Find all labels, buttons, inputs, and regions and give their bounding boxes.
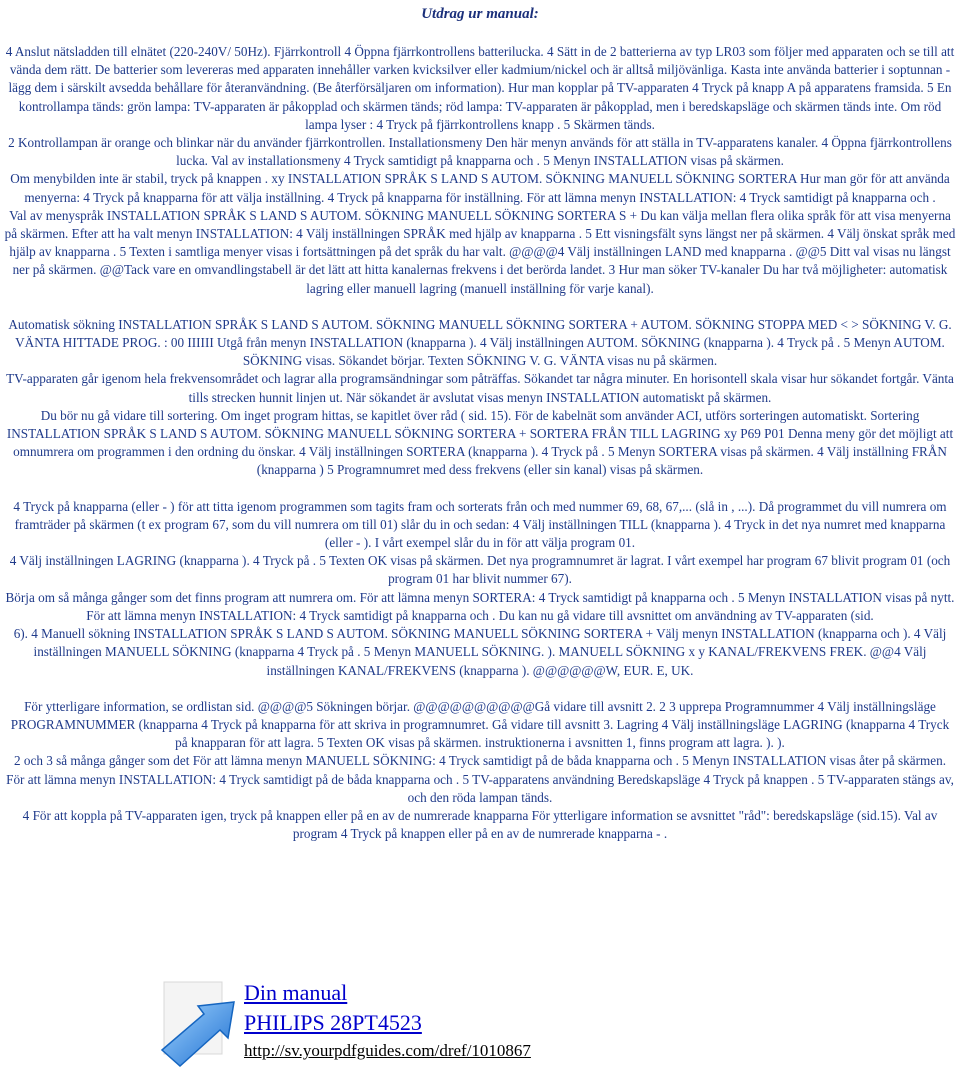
paragraph: Val av menyspråk INSTALLATION SPRÅK S LAND S AUTOM. SÖKNING MANUELL SÖKNING SORTERA S + Du kan välja mellan flera olika språk för att visa menyerna på skärmen. Efter att ha valt menyn INSTALLATION: 4 Välj inställningen SPRÅK med hjälp av knapparna . 5 Ett visningsfält syns längst ner på skärmen. 4 Välj önskat språk med hjälp av knapparna . 5 Texten i samtliga menyer visas i fortsättningen på det språk du har valt. @@@@4 Välj inställningen LAND med knapparna . @@5 Ditt val visas nu längst ner på skärmen. @@Tack vare en omvandlingstabell är det lätt att hitta kanalernas frekvens i det berörda landet. 3 Hur man söker TV-kanaler Du har två möjligheter: automatisk lagring eller manuell lagring (manuell inställning för varje kanal). [4,207,956,296]
paragraph: Automatisk sökning INSTALLATION SPRÅK S LAND S AUTOM. SÖKNING MANUELL SÖKNING SORTERA + AUTOM. SÖKNING STOPPA MED < > SÖKNING V. G. VÄNTA HITTADE PROG. : 00 IIIIII Utgå från menyn INSTALLATION (knapparna ). 4 Välj inställningen AUTOM. SÖKNING (knapparna ). 4 Tryck på . 5 Menyn AUTOM. [8,316,952,351]
paragraph: 2 Kontrollampan är orange och blinkar när du använder fjärrkontrollen. Installationsmeny Den här menyn används för att ställa in TV-apparatens kanaler. 4 Öppna fjärrkontrollens lucka. Val av installationsmeny 4 Tryck samtidigt på knapparna och . 5 Menyn INSTALLATION visas på skärmen. [8,135,952,169]
arrow-logo-icon [160,980,240,1068]
paragraph-gap [4,480,956,498]
url-link[interactable]: http://sv.yourpdfguides.com/dref/1010867 [244,1041,531,1060]
footer-links [244,978,531,1064]
paragraph: TV-apparaten går igenom hela frekvensområdet och lagrar alla programsändningar som påträffas. Sökandet tar några minuter. En horisontell skala visar hur sökandet fortgår. Vänta tills strecken hunnit linjen ut. När sökandet är avslutat visas menyn INSTALLATION automatiskt på skärmen. [6,371,954,405]
paragraph: För ytterligare information, se ordlistan sid. @@@@5 Sökningen börjar. @@@@@@@@@@Gå vidare till avsnitt 2. 2 3 upprepa Programnummer 4 Välj inställningsläge PROGRAMNUMMER (knapparna 4 Tryck på knapparna för att skriva in programnumret. Gå vidare till avsnitt 3. Lagring 4 Välj inställningsläge LAGRING (knapparna 4 Tryck på knapparan för att lagra. 5 Texten OK visas på skärmen. instruktionerna i avsnitten 1, finns program att lagra. ). ). [10,698,950,751]
product-link[interactable]: PHILIPS 28PT4523 [244,1010,422,1035]
paragraph: 4 För att koppla på TV-apparaten igen, tryck på knappen eller på en av de numrerade knapparna För ytterligare information se avsnittet "råd": beredskapsläge (sid.15). Val av program 4 Tryck på knappen eller på en av de numrerade knapparna - . [22,807,938,842]
paragraph: 4 Anslut nätsladden till elnätet (220-240V/ 50Hz). Fjärrkontroll 4 Öppna fjärrkontrollens batterilucka. 4 Sätt in de 2 batterierna av typ LR03 som följer med apparaten och se till att vända dem rätt. De batterier som levereras med apparaten innehåller varken kvicksilver eller kadmium/nickel och är alltså miljövänliga. Kasta inte använda batterier i soptunnan - lägg dem i särskilt avsedda behållare för återanvändning. (Be återförsäljaren om information). Hur man kopplar på TV-apparaten 4 Tryck på knapp A på apparatens framsida. 5 En kontrollampa tänds: grön lampa: TV-apparaten är påkopplad och skärmen tänds; röd lampa: TV-apparaten är påkopplad, men i beredskapsläge och skärmen tänds inte. Om röd lampa lyser : 4 Tryck på fjärrkontrollens knapp . 5 Skärmen tänds. [5,44,955,132]
page-title: Utdrag ur manual: [421,6,539,22]
manual-link[interactable]: Din manual [244,980,348,1005]
paragraph-gap [4,298,956,316]
paragraph-gap [4,680,956,698]
paragraph: 6). 4 Manuell sökning INSTALLATION SPRÅK S LAND S AUTOM. SÖKNING MANUELL SÖKNING SORTERA + Välj menyn INSTALLATION (knapparna och ). 4 Välj inställningen MANUELL SÖKNING (knapparna 4 Tryck på . 5 Menyn MANUELL SÖKNING. ). MANUELL SÖKNING x y KANAL/FREKVENS FREK. @@4 Välj inställningen KANAL/FREKVENS (knapparna ). @@@@@@W, EUR. E, UK. [13,626,947,678]
paragraph: 2 och 3 så många gånger som det För att lämna menyn MANUELL SÖKNING: 4 Tryck samtidigt på de båda knapparna och . 5 Menyn INSTALLATION visas åter på skärmen. För att lämna menyn INSTALLATION: 4 Tryck samtidigt på de båda knapparna och . 5 TV-apparatens användning Beredskapsläge 4 Tryck på knappen . 5 TV-apparaten stängs av, och den röda lampan tänds. [6,753,954,805]
document-body [4,43,956,843]
paragraph: Om menybilden inte är stabil, tryck på knappen . xy INSTALLATION SPRÅK S LAND S AUTOM. SÖKNING MANUELL SÖKNING SORTERA Hur man gör för att använda menyerna: 4 Tryck på knapparna för att välja inställning. 4 Tryck på knapparna för inställning. För att lämna menyn INSTALLATION: 4 Tryck samtidigt på knapparna och . [10,171,950,205]
footer [160,976,940,1068]
paragraph: 4 Välj inställningen LAGRING (knapparna ). 4 Tryck på . 5 Texten OK visas på skärmen. Det nya programnumret är lagrat. I vårt exempel har program 67 blivit program 01 (och program 01 har blivit nummer 67). [9,553,951,587]
paragraph: Du bör nu gå vidare till sortering. Om inget program hittas, se kapitlet över råd ( sid. 15). För de kabelnät som använder ACI, utförs sorteringen automatiskt. Sortering INSTALLATION SPRÅK S LAND S AUTOM. SÖKNING MANUELL SÖKNING SORTERA + SORTERA FRÅN TILL LAGRING xy P69 P01 Denna meny gör det möjligt att omnumrera om programmen i den ordning du önskar. 4 Välj inställningen SORTERA (knapparna ). 4 Tryck på . 5 Menyn SORTERA visas på skärmen. 4 Välj inställning FRÅN (knapparna ) 5 Programnumret med dess frekvens (eller sin kanal) visas på skärmen. [6,407,954,478]
paragraph: 4 Tryck på knapparna (eller - ) för att titta igenom programmen som tagits fram och sorterats från och med nummer 69, 68, 67,... (slå in , ...). Då programmet du vill numrera om framträder på skärmen (t ex program 67, som du vill numrera om till 01) slår du in och sedan: 4 Välj inställningen TILL (knapparna ). 4 Tryck in det nya numret med knapparna (eller - ). I vårt exempel slår du in för att välja program 01. [13,498,947,551]
paragraph: SÖKNING visas. Sökandet börjar. Texten SÖKNING V. G. VÄNTA visas nu på skärmen. [242,353,718,369]
paragraph: Börja om så många gånger som det finns program att numrera om. För att lämna menyn SORTERA: 4 Tryck samtidigt på knapparna och . 5 Menyn INSTALLATION visas på nytt. För att lämna menyn INSTALLATION: 4 Tryck samtidigt på knapparna och . Du kan nu gå vidare till avsnittet om användning av TV-apparaten (sid. [5,589,955,623]
